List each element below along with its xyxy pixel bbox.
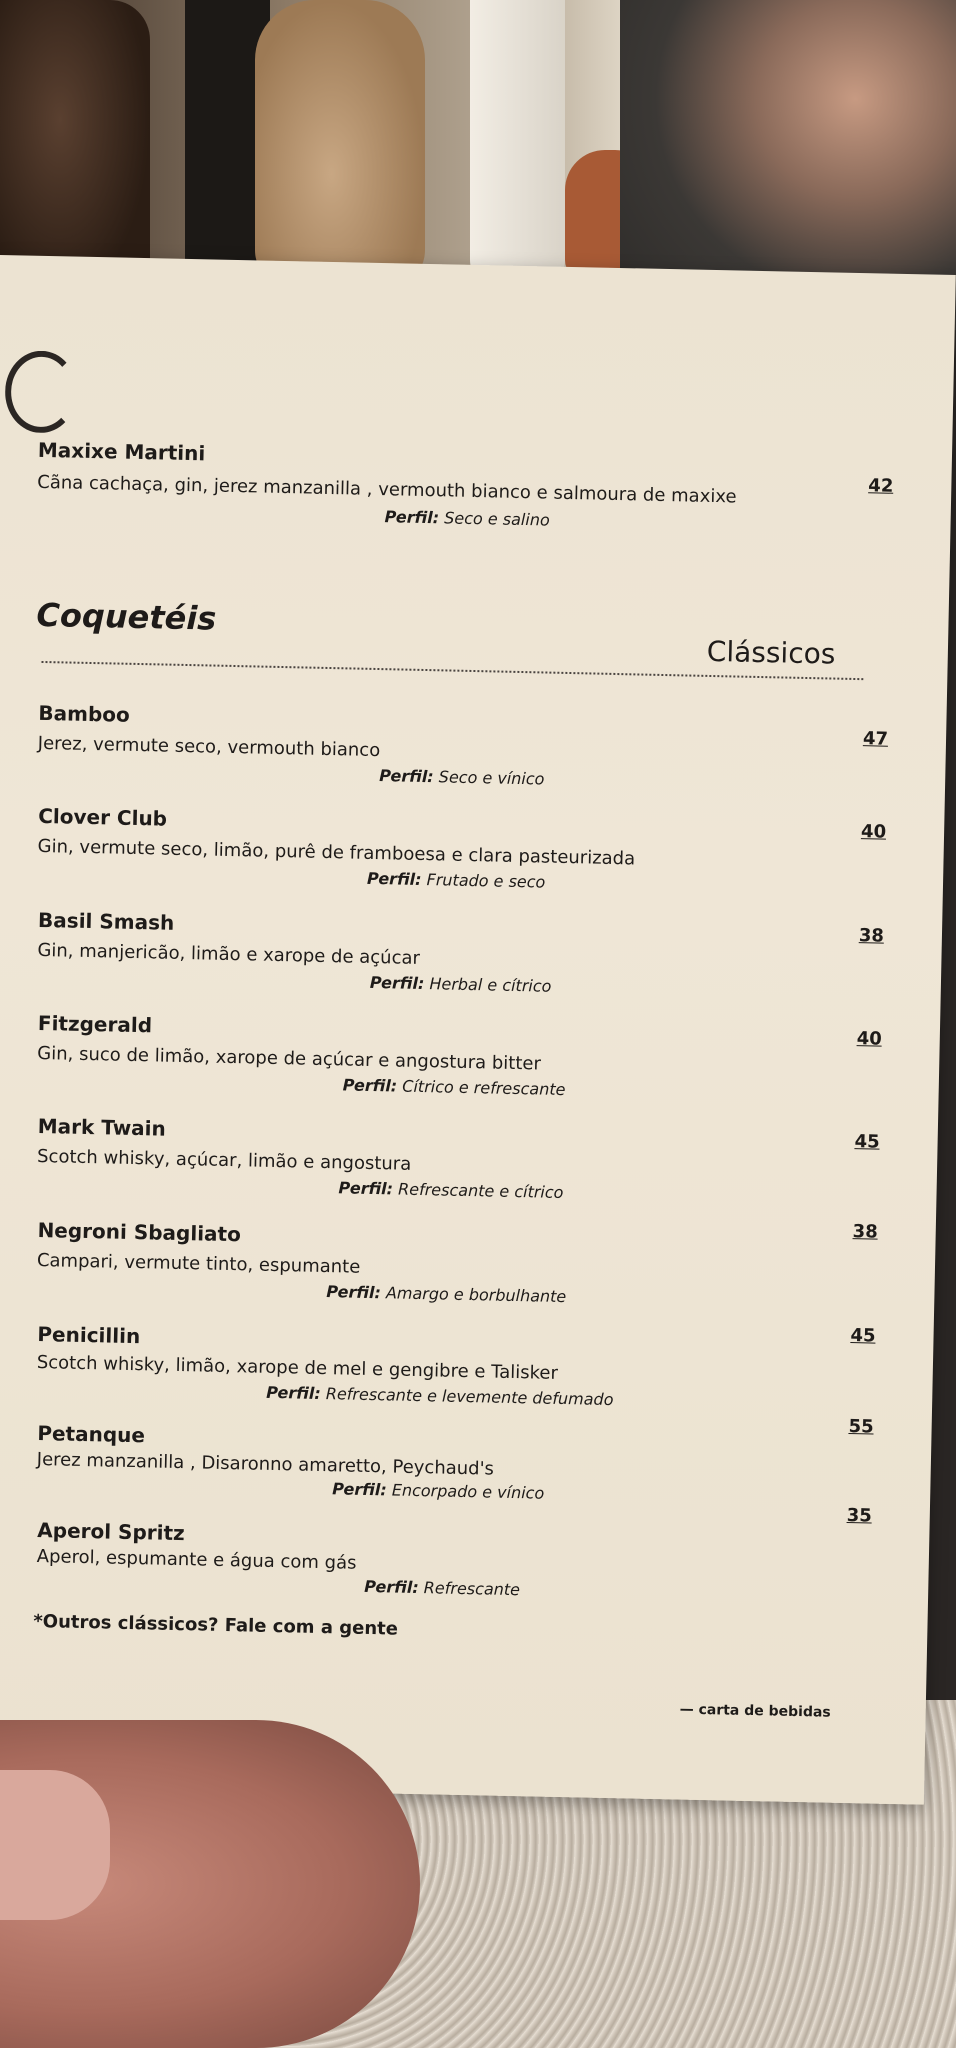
item-description: Aperol, espumante e água com gás	[36, 1546, 357, 1574]
profile-label: Perfil:	[378, 766, 434, 787]
item-name: Penicillin	[37, 1322, 141, 1349]
profile-label: Perfil:	[326, 1282, 382, 1303]
profile-value: Refrescante	[423, 1578, 521, 1600]
item-description: Jerez, vermute seco, vermouth bianco	[37, 732, 381, 762]
profile-value: Refrescante e levemente defumado	[325, 1384, 614, 1410]
section-subtitle: Clássicos	[706, 634, 836, 671]
item-name: Basil Smash	[37, 907, 175, 935]
profile-value: Herbal e cítrico	[429, 974, 552, 996]
footer-label: — carta de bebidas	[679, 1701, 831, 1721]
menu-item	[0, 1321, 933, 1410]
item-profile	[338, 1178, 563, 1202]
item-description: Campari, vermute tinto, espumante	[36, 1249, 361, 1278]
profile-label: Perfil:	[366, 868, 422, 889]
item-price: 40	[860, 821, 887, 843]
profile-value: Amargo e borbulhante	[385, 1283, 567, 1307]
item-description: Jerez manzanilla , Disaronno amaretto, Peychaud's	[36, 1449, 495, 1480]
menu-item	[0, 907, 942, 996]
item-profile	[332, 1479, 544, 1502]
item-profile	[326, 1282, 566, 1306]
item-profile	[364, 1577, 520, 1599]
menu-item	[0, 803, 944, 892]
item-profile	[379, 766, 545, 788]
item-description: Gin, manjericão, limão e xarope de açúcar	[37, 939, 421, 969]
item-profile	[370, 973, 552, 996]
item-price: 35	[846, 1505, 873, 1527]
menu-item	[0, 1217, 936, 1307]
item-price: 47	[862, 728, 889, 750]
item-price: 55	[848, 1416, 874, 1438]
footnote: *Outros clássicos? Fale com a gente	[33, 1611, 399, 1640]
profile-value: Seco e vínico	[438, 767, 545, 789]
profile-label: Perfil:	[266, 1382, 321, 1403]
item-description: Scotch whisky, limão, xarope de mel e gengibre e Talisker	[36, 1352, 559, 1384]
item-name: Mark Twain	[37, 1113, 167, 1141]
item-name: Maxixe Martini	[37, 437, 206, 466]
profile-value: Seco e salino	[444, 508, 550, 530]
item-price: 45	[850, 1325, 876, 1347]
item-description: Gin, vermute seco, limão, purê de framboesa e clara pasteurizada	[37, 835, 636, 870]
profile-label: Perfil:	[342, 1075, 398, 1096]
profile-value: Encorpado e vínico	[391, 1480, 545, 1503]
profile-label: Perfil:	[332, 1479, 387, 1500]
item-price: 45	[854, 1131, 880, 1153]
menu-item	[0, 1416, 931, 1503]
item-name: Negroni Sbagliato	[37, 1218, 242, 1247]
menu-item	[0, 1505, 929, 1600]
ceramic-vase	[255, 0, 425, 290]
item-price: 38	[852, 1221, 878, 1243]
item-price: 38	[858, 925, 885, 947]
item-profile	[384, 507, 550, 529]
item-profile	[266, 1383, 614, 1409]
section-title: Coquetéis	[36, 595, 217, 638]
item-description: Gin, suco de limão, xarope de açúcar e angostura bitter	[37, 1042, 542, 1075]
item-description: Scotch whisky, açúcar, limão e angostura	[36, 1145, 412, 1175]
item-name: Petanque	[37, 1421, 146, 1448]
item-price: 40	[856, 1028, 882, 1050]
menu-item	[0, 1113, 938, 1203]
item-profile	[367, 869, 546, 892]
profile-label: Perfil:	[338, 1178, 394, 1199]
logo-c-icon	[4, 350, 78, 433]
thumb-nail	[0, 1770, 110, 1920]
profile-value: Cítrico e refrescante	[402, 1076, 566, 1100]
menu-item-featured	[0, 437, 952, 530]
white-vase	[470, 0, 565, 290]
item-name: Fitzgerald	[37, 1010, 153, 1038]
item-name: Clover Club	[38, 803, 168, 831]
profile-value: Refrescante e cítrico	[397, 1179, 564, 1203]
item-name: Aperol Spritz	[37, 1518, 185, 1546]
item-description: Cãna cachaça, gin, jerez manzanilla , vermouth bianco e salmoura de maxixe	[37, 471, 737, 508]
profile-label: Perfil:	[384, 507, 440, 528]
profile-label: Perfil:	[363, 1576, 419, 1598]
profile-label: Perfil:	[369, 972, 425, 994]
item-name: Bamboo	[38, 700, 131, 727]
profile-value: Frutado e seco	[426, 870, 546, 892]
item-profile	[342, 1075, 565, 1099]
menu-item	[0, 1010, 940, 1100]
menu-item	[0, 700, 946, 789]
item-price: 42	[868, 475, 894, 497]
menu-page	[0, 255, 956, 1805]
